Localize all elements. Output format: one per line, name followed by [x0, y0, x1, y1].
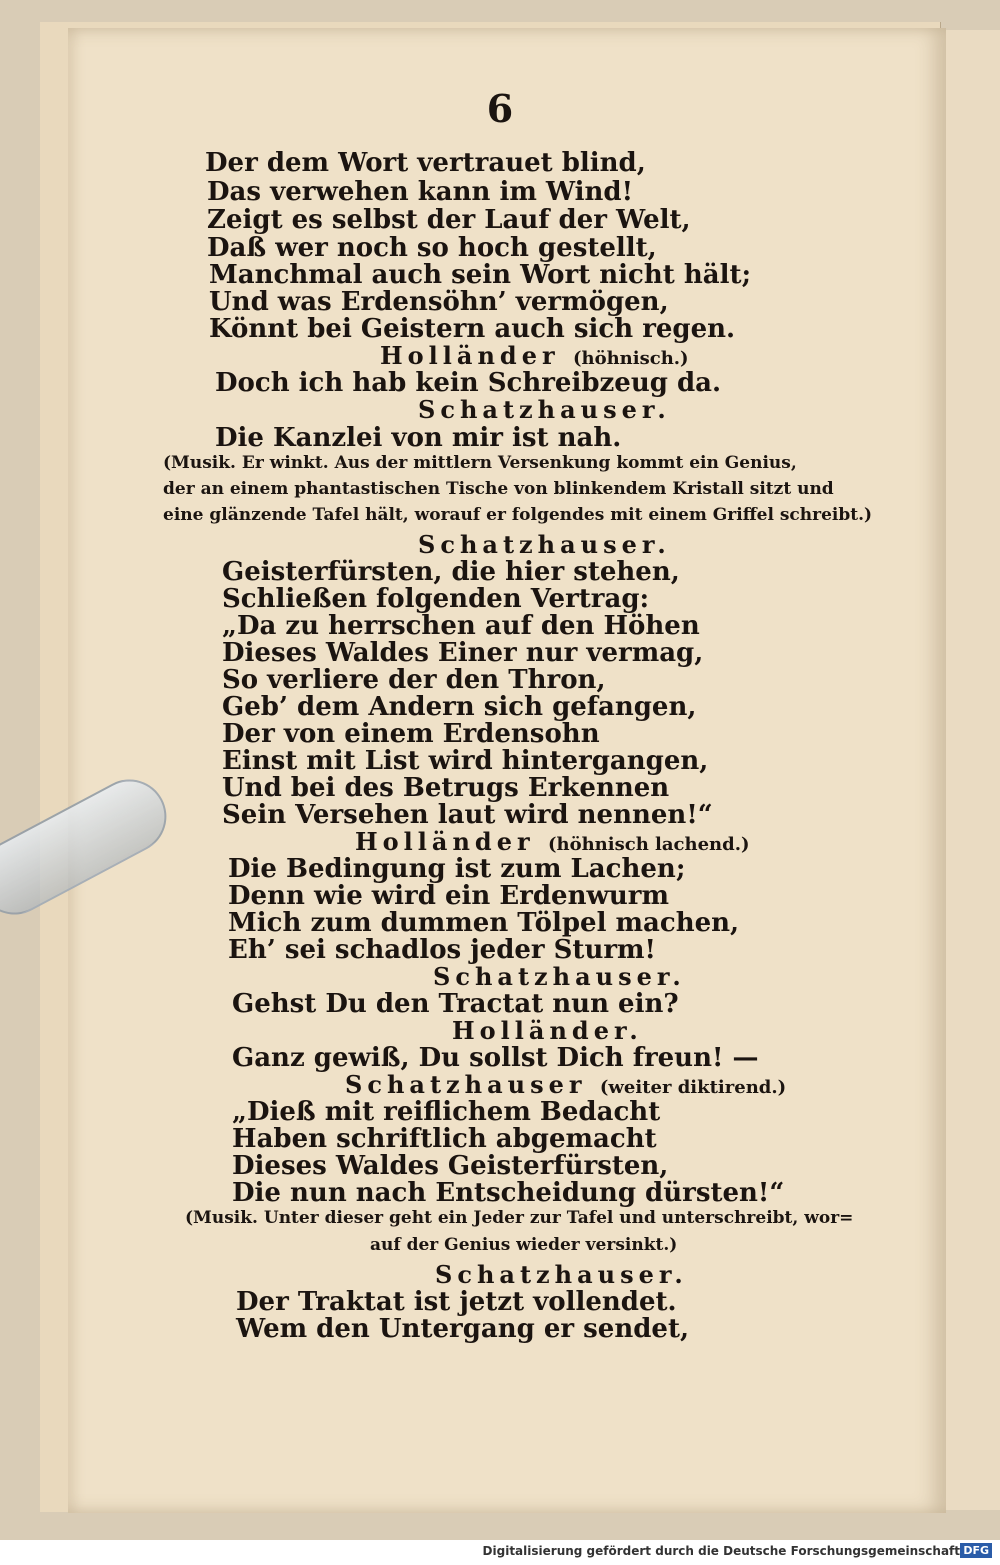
verse-line: Der dem Wort vertrauet blind, [205, 148, 646, 178]
speaker-name: Schatzhauser. [418, 530, 671, 559]
speaker-heading [380, 341, 689, 370]
verse-line: Sein Versehen laut wird nennen!“ [222, 800, 713, 830]
verse-line: Manchmal auch sein Wort nicht hält; [209, 260, 752, 290]
verse-line: Zeigt es selbst der Lauf der Welt, [207, 205, 691, 235]
verse-line: Mich zum dummen Tölpel machen, [228, 908, 740, 938]
funding-notice: Digitalisierung gefördert durch die Deutsche Forschungsgemeinschaft [482, 1544, 960, 1558]
speaker-name: Holländer [380, 341, 560, 370]
verse-line: „Da zu herrschen auf den Höhen [222, 611, 700, 641]
verse-line: „Dieß mit reiflichem Bedacht [232, 1097, 661, 1127]
dfg-logo: DFG [960, 1543, 992, 1558]
speaker-heading [418, 395, 671, 424]
stage-direction: auf der Genius wieder versinkt.) [370, 1235, 678, 1255]
verse-line: Haben schriftlich abgemacht [232, 1124, 657, 1154]
verse-line: Geisterfürsten, die hier stehen, [222, 557, 680, 587]
speaker-heading [345, 1070, 786, 1099]
page-number: 6 [486, 86, 514, 131]
stage-direction: (weiter diktirend.) [599, 1077, 787, 1098]
stage-direction: (Musik. Er winkt. Aus der mittlern Versenkung kommt ein Genius, [163, 453, 797, 473]
speaker-name: Holländer. [452, 1016, 643, 1045]
speaker-name: Schatzhauser. [435, 1260, 688, 1289]
speaker-heading [452, 1016, 643, 1045]
verse-line: Wem den Untergang er sendet, [236, 1314, 690, 1344]
verse-line: Dieses Waldes Einer nur vermag, [222, 638, 704, 668]
verse-line: So verliere der den Thron, [222, 665, 606, 695]
verse-line: Das verwehen kann im Wind! [207, 177, 634, 207]
stage-direction: (Musik. Unter dieser geht ein Jeder zur Tafel und unterschreibt, wor= [185, 1208, 854, 1228]
speaker-heading [435, 1260, 688, 1289]
verse-line: Und was Erdensöhn’ vermögen, [209, 287, 669, 317]
verse-line: Eh’ sei schadlos jeder Sturm! [228, 935, 656, 965]
verse-line: Ganz gewiß, Du sollst Dich freun! — [232, 1043, 759, 1073]
digitization-footer [0, 1540, 1000, 1565]
stage-direction: (höhnisch lachend.) [547, 834, 750, 855]
verse-line: Und bei des Betrugs Erkennen [222, 773, 670, 803]
verse-line: Die Kanzlei von mir ist nah. [215, 423, 622, 453]
stage-direction: eine glänzende Tafel hält, worauf er folgendes mit einem Griffel schreibt.) [163, 505, 873, 525]
speaker-heading [355, 827, 750, 856]
verse-line: Dieses Waldes Geisterfürsten, [232, 1151, 669, 1181]
verse-line: Der Traktat ist jetzt vollendet. [236, 1287, 677, 1317]
verse-line: Könnt bei Geistern auch sich regen. [209, 314, 736, 344]
speaker-heading [433, 962, 686, 991]
verse-line: Die Bedingung ist zum Lachen; [228, 854, 686, 884]
verse-line: Einst mit List wird hintergangen, [222, 746, 709, 776]
verse-line: Schließen folgenden Vertrag: [222, 584, 650, 614]
verse-line: Geb’ dem Andern sich gefangen, [222, 692, 697, 722]
verse-line: Gehst Du den Tractat nun ein? [232, 989, 679, 1019]
verse-line: Denn wie wird ein Erdenwurm [228, 881, 669, 911]
stage-direction: (höhnisch.) [572, 348, 689, 369]
stage-direction: der an einem phantastischen Tische von blinkendem Kristall sitzt und [163, 479, 834, 499]
verse-line: Doch ich hab kein Schreibzeug da. [215, 368, 722, 398]
speaker-name: Schatzhauser. [433, 962, 686, 991]
speaker-name: Schatzhauser. [418, 395, 671, 424]
verse-line: Der von einem Erdensohn [222, 719, 600, 749]
verse-line: Daß wer noch so hoch gestellt, [207, 233, 657, 263]
speaker-name: Schatzhauser [345, 1070, 587, 1099]
verse-line: Die nun nach Entscheidung dürsten!“ [232, 1178, 785, 1208]
speaker-heading [418, 530, 671, 559]
speaker-name: Holländer [355, 827, 535, 856]
